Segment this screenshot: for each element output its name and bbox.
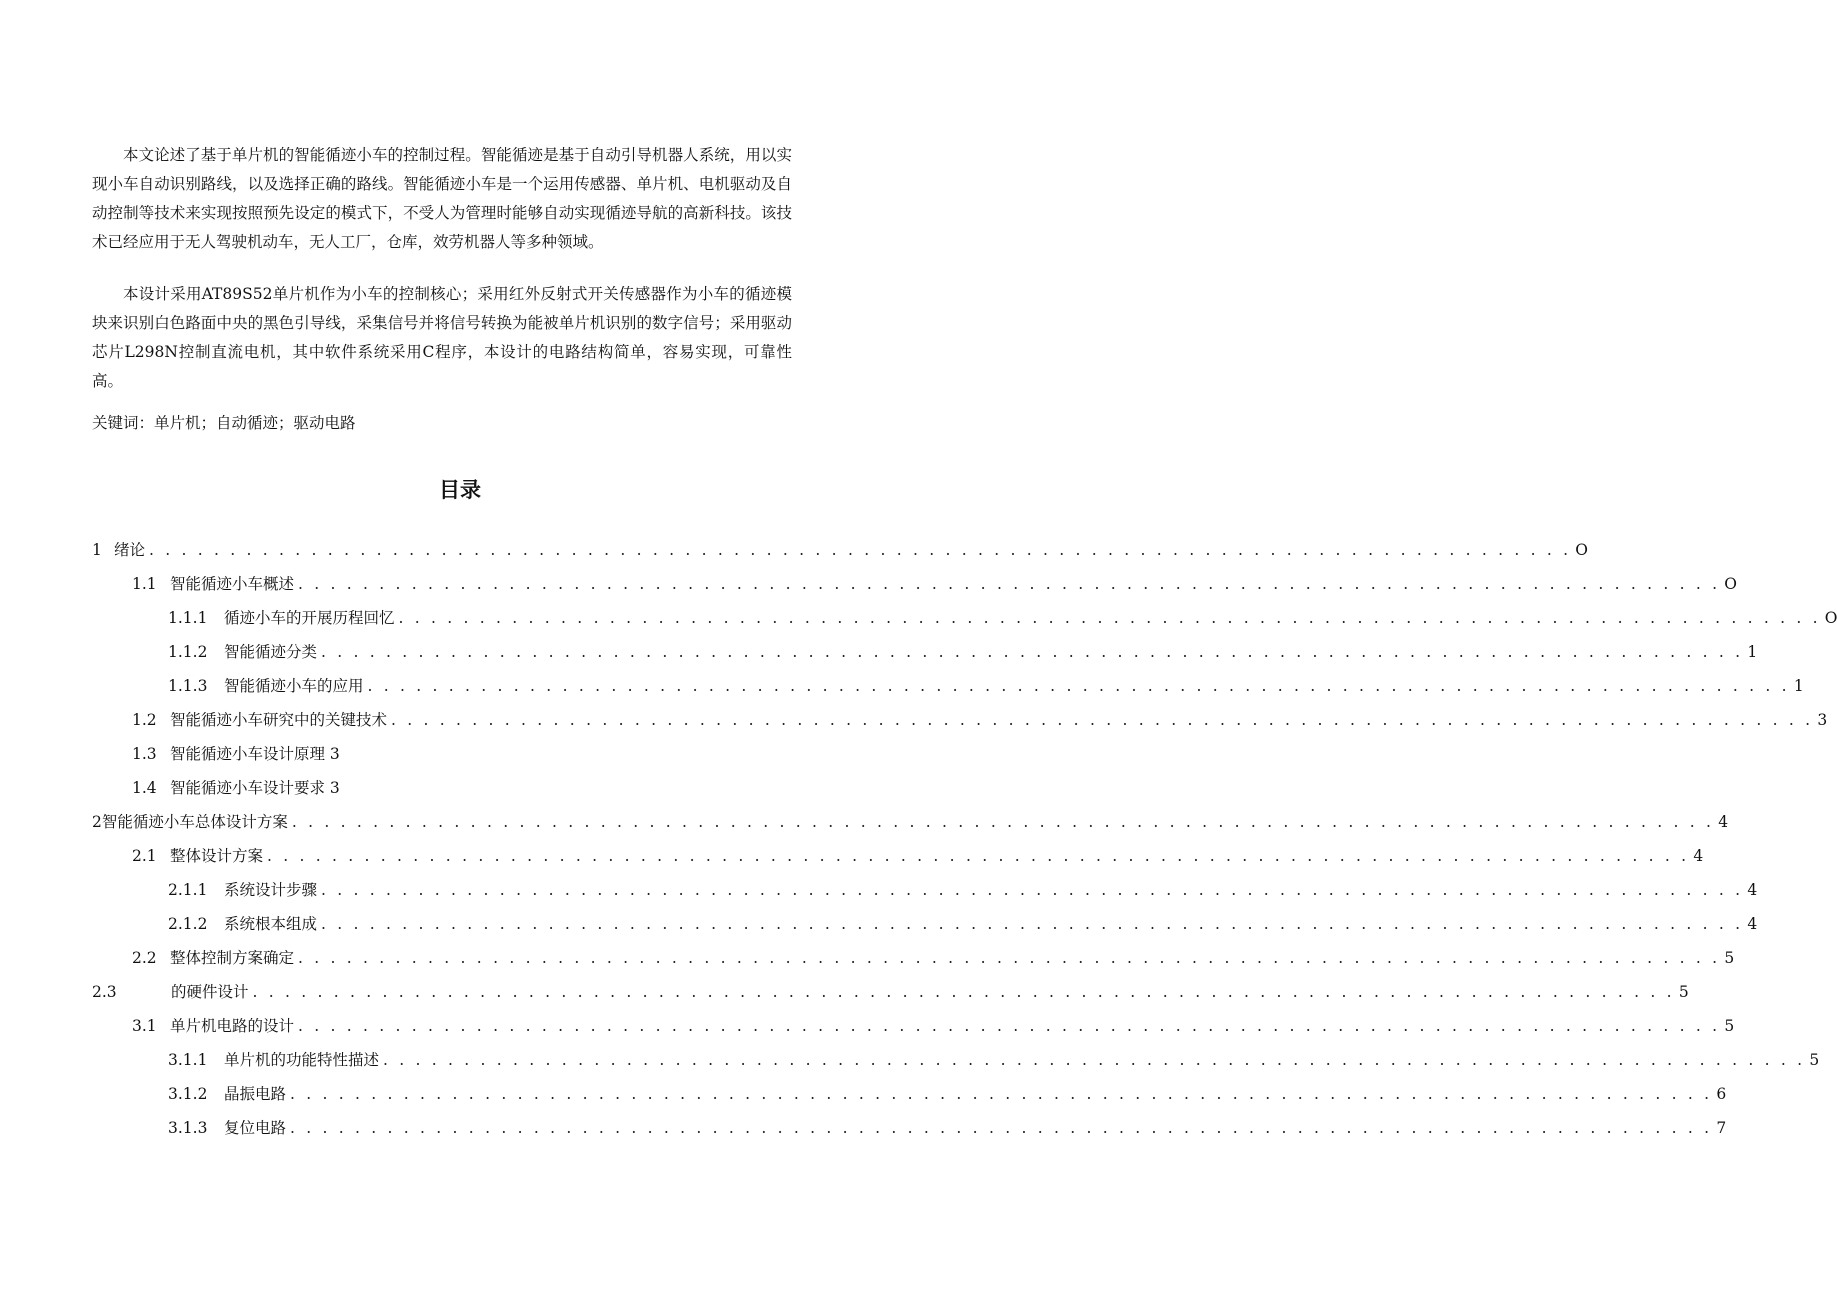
toc-entry[interactable]: [168, 1111, 1727, 1145]
toc-leader-dots: . . . . . . . . . . . . . . . . . . . . . . . . . . . . . . . . . . . . . . . . . . . . . . . . . . . . . . . . . . . . . . . . . . . . . . . . . . . . . . . . . . . . . . . .: [321, 915, 1744, 933]
toc-entry[interactable]: [168, 1077, 1727, 1111]
toc-leader-dots: . . . . . . . . . . . . . . . . . . . . . . . . . . . . . . . . . . . . . . . . . . . . . . . . . . . . . . . . . . . . . . . . . . . . . . . . . . . . . . . . . . . . . . . .: [398, 609, 1821, 627]
toc-leader-dots: . . . . . . . . . . . . . . . . . . . . . . . . . . . . . . . . . . . . . . . . . . . . . . . . . . . . . . . . . . . . . . . . . . . . . . . . . . . . . . . . . . . . . . . .: [149, 541, 1572, 559]
toc-entry-page: 3: [1817, 711, 1828, 729]
toc-leader-dots: . . . . . . . . . . . . . . . . . . . . . . . . . . . . . . . . . . . . . . . . . . . . . . . . . . . . . . . . . . . . . . . . . . . . . . . . . . . . . . . . . . . . . . . .: [290, 1119, 1713, 1137]
toc-leader-dots: . . . . . . . . . . . . . . . . . . . . . . . . . . . . . . . . . . . . . . . . . . . . . . . . . . . . . . . . . . . . . . . . . . . . . . . . . . . . . . . . . . . . . . . .: [383, 1051, 1806, 1069]
abstract-paragraph-1: 本文论述了基于单片机的智能循迹小车的控制过程。智能循迹是基于自动引导机器人系统，用以实现小车自动识别路线，以及选择正确的路线。智能循迹小车是一个运用传感器、单片机、电机驱动及自动控制等技术来实现按照预先设定的模式下，不受人为管理时能够自动实现循迹导航的高新科技。该技术已经应用于无人驾驶机动车，无人工厂，仓库，效劳机器人等多种领域。: [92, 146, 792, 251]
toc-entry[interactable]: [132, 567, 1737, 601]
toc-entry-number: 1.4: [132, 779, 157, 797]
keywords-line: 关键词：单片机；自动循迹；驱动电路: [92, 414, 356, 432]
toc-leader-dots: . . . . . . . . . . . . . . . . . . . . . . . . . . . . . . . . . . . . . . . . . . . . . . . . . . . . . . . . . . . . . . . . . . . . . . . . . . . . . . . . . . . . . . . .: [252, 983, 1675, 1001]
toc-entry-title: 智能循迹小车设计原理 3: [170, 745, 340, 763]
toc-entry[interactable]: [132, 771, 340, 805]
toc-entry[interactable]: [132, 1009, 1735, 1043]
toc-entry-number: 3.1.2: [168, 1085, 208, 1103]
toc-entry-page: O: [1724, 575, 1737, 593]
toc-entry[interactable]: [132, 737, 340, 771]
toc-entry[interactable]: [168, 907, 1758, 941]
toc-entry[interactable]: [132, 839, 1704, 873]
toc-entry-page: 5: [1809, 1051, 1820, 1069]
toc-entry-number: 1.1.2: [168, 643, 208, 661]
toc-entry-number: 3.1.1: [168, 1051, 208, 1069]
toc-entry-page: 1: [1747, 643, 1758, 661]
toc-entry-page: 5: [1678, 983, 1689, 1001]
toc-entry-page: 7: [1716, 1119, 1727, 1137]
toc-entry-number: 2: [92, 813, 102, 831]
toc-leader-dots: . . . . . . . . . . . . . . . . . . . . . . . . . . . . . . . . . . . . . . . . . . . . . . . . . . . . . . . . . . . . . . . . . . . . . . . . . . . . . . . . . . . . . . . .: [298, 575, 1721, 593]
toc-entry-title: 的硬件设计: [171, 983, 249, 1001]
toc-entry-title: 复位电路: [224, 1119, 287, 1137]
toc-entry-number: 2.2: [132, 949, 157, 967]
toc-entry[interactable]: [92, 533, 1588, 567]
toc-leader-dots: . . . . . . . . . . . . . . . . . . . . . . . . . . . . . . . . . . . . . . . . . . . . . . . . . . . . . . . . . . . . . . . . . . . . . . . . . . . . . . . . . . . . . . . .: [321, 643, 1744, 661]
toc-entry[interactable]: [168, 873, 1758, 907]
toc-entry-title: 智能循迹分类: [224, 643, 318, 661]
toc-entry-title: 系统设计步骤: [224, 881, 318, 899]
toc-leader-dots: . . . . . . . . . . . . . . . . . . . . . . . . . . . . . . . . . . . . . . . . . . . . . . . . . . . . . . . . . . . . . . . . . . . . . . . . . . . . . . . . . . . . . . . .: [290, 1085, 1713, 1103]
toc-entry-title: 智能循迹小车研究中的关键技术: [170, 711, 388, 729]
toc-entry-number: 1: [92, 541, 102, 559]
toc-entry[interactable]: [92, 805, 1729, 839]
toc-entry-title: 整体控制方案确定: [170, 949, 295, 967]
toc-entry[interactable]: [168, 1043, 1820, 1077]
toc-entry-title: 绪论: [114, 541, 146, 559]
toc-entry-page: 5: [1724, 1017, 1735, 1035]
toc-entry-number: 1.1.3: [168, 677, 208, 695]
toc-entry-title: 整体设计方案: [170, 847, 264, 865]
toc-entry-page: O: [1575, 541, 1588, 559]
toc-entry-page: 5: [1724, 949, 1735, 967]
toc-entry-number: 3.1: [132, 1017, 157, 1035]
toc-entry-page: O: [1824, 609, 1837, 627]
toc-entry[interactable]: [168, 669, 1804, 703]
toc-leader-dots: . . . . . . . . . . . . . . . . . . . . . . . . . . . . . . . . . . . . . . . . . . . . . . . . . . . . . . . . . . . . . . . . . . . . . . . . . . . . . . . . . . . . . . . .: [391, 711, 1814, 729]
toc-entry[interactable]: [92, 975, 1689, 1009]
toc-entry-title: 智能循迹小车总体设计方案: [101, 813, 288, 831]
toc-entry-number: 1.2: [132, 711, 157, 729]
toc-entry-number: 1.1.1: [168, 609, 208, 627]
toc-entry-title: 单片机的功能特性描述: [224, 1051, 380, 1069]
toc-entry[interactable]: [132, 703, 1828, 737]
toc-entry-page: 1: [1793, 677, 1804, 695]
toc-entry-number: 1.3: [132, 745, 157, 763]
toc-entry-number: 1.1: [132, 575, 157, 593]
toc-leader-dots: . . . . . . . . . . . . . . . . . . . . . . . . . . . . . . . . . . . . . . . . . . . . . . . . . . . . . . . . . . . . . . . . . . . . . . . . . . . . . . . . . . . . . . . .: [321, 881, 1744, 899]
toc-entry-page: 6: [1716, 1085, 1727, 1103]
toc-entry-title: 系统根本组成: [224, 915, 318, 933]
toc-entry-page: 4: [1693, 847, 1704, 865]
toc-entry-title: 智能循迹小车概述: [170, 575, 295, 593]
toc-entry-title: 智能循迹小车设计要求 3: [170, 779, 340, 797]
toc-entry-page: 4: [1718, 813, 1729, 831]
toc-entry-number: 2.1.2: [168, 915, 208, 933]
toc-entry-title: 循迹小车的开展历程回忆: [224, 609, 395, 627]
toc-leader-dots: . . . . . . . . . . . . . . . . . . . . . . . . . . . . . . . . . . . . . . . . . . . . . . . . . . . . . . . . . . . . . . . . . . . . . . . . . . . . . . . . . . . . . . . .: [298, 1017, 1721, 1035]
toc-entry-title: 智能循迹小车的应用: [224, 677, 364, 695]
toc-leader-dots: . . . . . . . . . . . . . . . . . . . . . . . . . . . . . . . . . . . . . . . . . . . . . . . . . . . . . . . . . . . . . . . . . . . . . . . . . . . . . . . . . . . . . . . .: [267, 847, 1690, 865]
toc-leader-dots: . . . . . . . . . . . . . . . . . . . . . . . . . . . . . . . . . . . . . . . . . . . . . . . . . . . . . . . . . . . . . . . . . . . . . . . . . . . . . . . . . . . . . . . .: [298, 949, 1721, 967]
abstract-paragraph-2: 本设计采用AT89S52单片机作为小车的控制核心；采用红外反射式开关传感器作为小车的循迹模块来识别白色路面中央的黑色引导线，采集信号并将信号转换为能被单片机识别的数字信号；采用驱动芯片L298N控制直流电机，其中软件系统采用C程序，本设计的电路结构简单，容易实现，可靠性高。: [92, 285, 792, 390]
toc-entry-title: 单片机电路的设计: [170, 1017, 295, 1035]
toc-entry-page: 4: [1747, 881, 1758, 899]
toc-title: 目录: [439, 478, 481, 502]
toc-entry[interactable]: [168, 635, 1758, 669]
toc-entry[interactable]: [132, 941, 1735, 975]
toc-leader-dots: . . . . . . . . . . . . . . . . . . . . . . . . . . . . . . . . . . . . . . . . . . . . . . . . . . . . . . . . . . . . . . . . . . . . . . . . . . . . . . . . . . . . . . . .: [291, 813, 1715, 831]
toc-entry[interactable]: [168, 601, 1837, 635]
toc-entry-page: 4: [1747, 915, 1758, 933]
toc-entry-number: 2.3: [92, 983, 117, 1001]
toc-entry-title: 晶振电路: [224, 1085, 287, 1103]
toc-leader-dots: . . . . . . . . . . . . . . . . . . . . . . . . . . . . . . . . . . . . . . . . . . . . . . . . . . . . . . . . . . . . . . . . . . . . . . . . . . . . . . . . . . . . . . . .: [367, 677, 1790, 695]
toc-entry-number: 2.1.1: [168, 881, 208, 899]
toc-entry-number: 2.1: [132, 847, 157, 865]
toc-entry-number: 3.1.3: [168, 1119, 208, 1137]
